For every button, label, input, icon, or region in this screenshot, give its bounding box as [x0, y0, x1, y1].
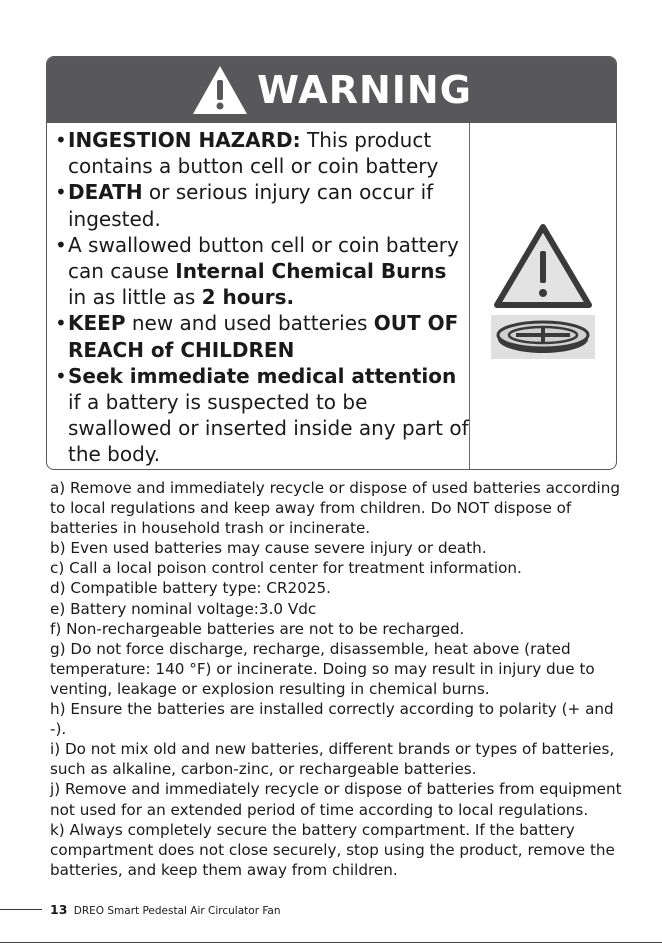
warning-triangle-icon	[191, 64, 249, 116]
instruction-item: j) Remove and immediately recycle or dispose of batteries from equipment not used for an extended period of time according to local regulations.	[50, 780, 622, 819]
warning-item: • INGESTION HAZARD: This product contains a button cell or coin battery	[55, 128, 439, 179]
warning-icons	[470, 123, 616, 470]
warning-item: • Seek immediate medical attention if a battery is suspected to be swallowed or inserted inside any part of the body.	[55, 363, 469, 467]
warning-item: • DEATH or serious injury can occur if ingested.	[55, 180, 434, 231]
bottom-rule	[0, 942, 662, 943]
instruction-item: c) Call a local poison control center for treatment information.	[50, 559, 522, 578]
warning-list	[47, 123, 470, 470]
instruction-item: g) Do not force discharge, recharge, disassemble, heat above (rated temperature: 140 °F) or incinerate. Doing so may result in injury due to venting, leakage or explosion resulting in chemical burns.	[50, 639, 595, 698]
instruction-item: i) Do not mix old and new batteries, different brands or types of batteries, such as alkaline, carbon-zinc, or rechargeable batteries.	[50, 740, 615, 779]
warning-header	[47, 57, 616, 123]
hazard-triangle-icon	[491, 221, 595, 311]
instruction-item: a) Remove and immediately recycle or dispose of used batteries according to local regulations and keep away from children. Do NOT dispose of batteries in household trash or incinerate.	[50, 479, 621, 538]
footer-rule	[0, 909, 42, 910]
warning-item: • A swallowed button cell or coin battery can cause Internal Chemical Burns in as little as 2 hours.	[55, 232, 459, 310]
instruction-item: d) Compatible battery type: CR2025.	[50, 579, 332, 598]
instruction-item: b) Even used batteries may cause severe injury or death.	[50, 539, 487, 558]
product-name: DREO Smart Pedestal Air Circulator Fan	[73, 905, 281, 917]
instruction-item: e) Battery nominal voltage:3.0 Vdc	[50, 599, 317, 618]
warning-item: • KEEP new and used batteries OUT OF REACH of CHILDREN	[55, 311, 459, 362]
warning-title: WARNING	[257, 68, 472, 112]
coin-battery-icon	[491, 315, 595, 359]
instruction-item: f) Non-rechargeable batteries are not to be recharged.	[50, 619, 465, 638]
instruction-item: h) Ensure the batteries are installed correctly according to polarity (+ and -).	[50, 700, 614, 739]
warning-box	[46, 56, 617, 470]
page-footer	[50, 902, 281, 917]
instruction-item: k) Always completely secure the battery compartment. If the battery compartment does not close securely, stop using the product, remove the batteries, and keep them away from children.	[50, 820, 615, 879]
page-number: 13	[50, 902, 68, 917]
instructions-list	[50, 478, 630, 880]
